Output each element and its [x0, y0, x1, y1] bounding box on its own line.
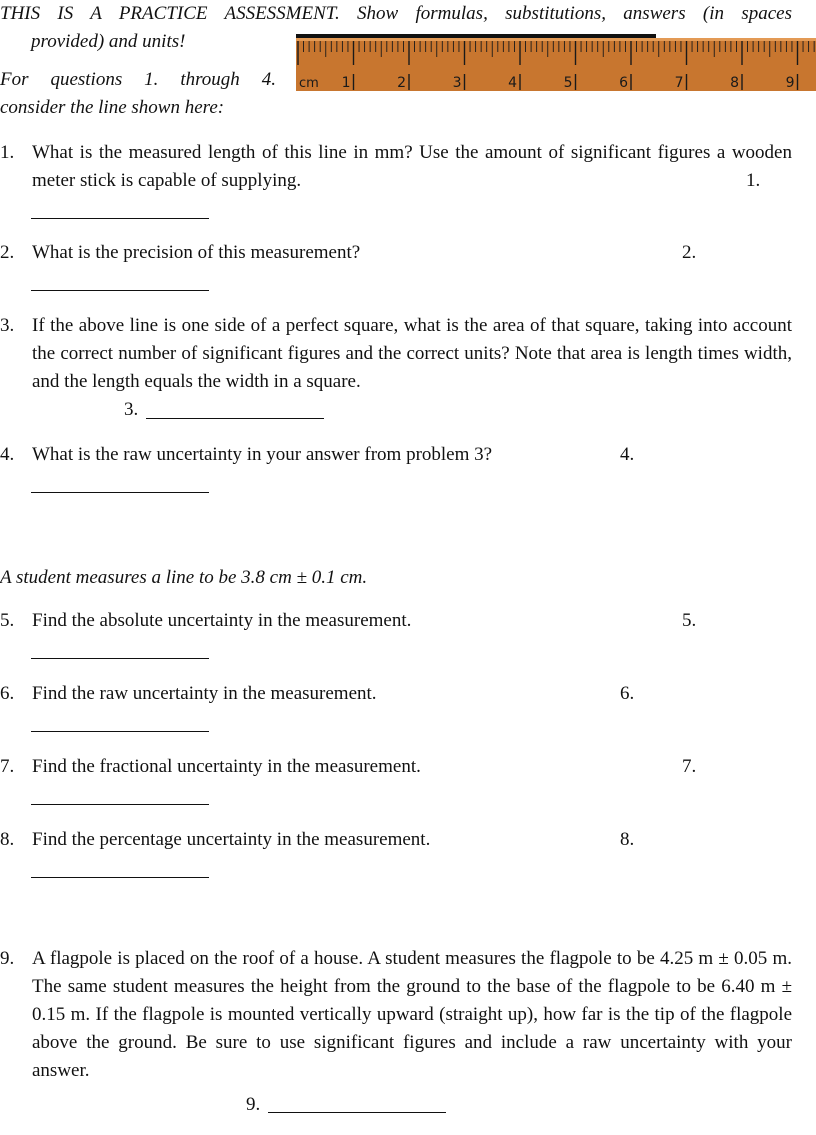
answer-label: 7.	[682, 756, 697, 777]
answer-blank[interactable]	[31, 804, 209, 805]
question-8	[0, 826, 792, 854]
question-number: 7.	[0, 756, 15, 777]
question-number: 5.	[0, 610, 15, 631]
problem-statement: A student measures a line to be 3.8 cm ± 0.1 cm.	[0, 567, 368, 588]
question-1	[0, 139, 792, 195]
ruler-label-3: 3	[452, 75, 462, 91]
question-7	[0, 753, 792, 781]
header-instructions: THIS IS A PRACTICE ASSESSMENT. Show formulas, substitutions, answers (in spaces	[0, 3, 792, 24]
ruler-label-8: 8	[730, 75, 739, 91]
answer-label: 3.	[124, 399, 139, 420]
intro-text: For questions 1. through 4.	[0, 69, 276, 90]
answer-label: 2.	[682, 242, 697, 263]
ruler-image	[296, 38, 816, 91]
header-instructions-cont: provided) and units!	[31, 31, 186, 52]
answer-blank[interactable]	[31, 218, 209, 219]
ruler-label-1: 1	[341, 75, 351, 91]
answer-label: 5.	[682, 610, 697, 631]
answer-label: 9.	[246, 1094, 261, 1115]
answer-label: 4.	[620, 444, 635, 465]
answer-blank[interactable]	[146, 418, 324, 419]
question-2	[0, 239, 792, 267]
answer-label: 8.	[620, 829, 635, 850]
answer-blank[interactable]	[31, 877, 209, 878]
answer-label: 1.	[746, 170, 761, 191]
question-number: 6.	[0, 683, 15, 704]
question-5	[0, 607, 792, 635]
ruler-unit-label: cm	[299, 76, 319, 91]
question-9	[0, 945, 792, 1085]
question-number: 8.	[0, 829, 15, 850]
answer-blank[interactable]	[31, 290, 209, 291]
ruler-label-5: 5	[563, 75, 573, 91]
question-number: 9.	[0, 948, 15, 969]
question-text: What is the raw uncertainty in your answer from problem 3?	[32, 444, 493, 465]
intro-text-cont: consider the line shown here:	[0, 97, 225, 118]
question-text: Find the percentage uncertainty in the measurement.	[32, 829, 431, 850]
question-text: What is the precision of this measurement?	[32, 242, 361, 263]
answer-label: 6.	[620, 683, 635, 704]
question-6	[0, 680, 792, 708]
ruler-label-6: 6	[619, 75, 628, 91]
answer-blank[interactable]	[31, 658, 209, 659]
ruler-label-4: 4	[508, 75, 517, 91]
answer-blank[interactable]	[31, 492, 209, 493]
question-number: 1.	[0, 142, 15, 163]
question-3	[0, 312, 792, 396]
question-text: A flagpole is placed on the roof of a house. A student measures the flagpole to be 4.25 m ± 0.05 m. The same student measures the height from the ground to the base of the flagpole to be 6.40 m ± 0.15 m. If the flagpole is mounted vertically upward (straight up), how far is the tip of the flagpole above the ground. Be sure to use significant figures and include a raw uncertainty with your answer.	[32, 948, 792, 1081]
question-text: Find the absolute uncertainty in the measurement.	[32, 610, 412, 631]
ruler-label-2: 2	[397, 75, 406, 91]
answer-blank[interactable]	[268, 1112, 446, 1113]
question-number: 2.	[0, 242, 15, 263]
question-4	[0, 441, 792, 469]
question-text: Find the fractional uncertainty in the measurement.	[32, 756, 421, 777]
question-number: 4.	[0, 444, 15, 465]
ruler-label-9: 9	[785, 75, 795, 91]
question-number: 3.	[0, 315, 15, 336]
answer-blank[interactable]	[31, 731, 209, 732]
ruler-label-7: 7	[674, 75, 684, 91]
question-text: If the above line is one side of a perfect square, what is the area of that square, taking into account the correct number of significant figures and the correct units? Note that area is length times width, and the length equals the width in a square.	[32, 315, 792, 392]
question-text: What is the measured length of this line in mm? Use the amount of significant figures a wooden meter stick is capable of supplying.	[32, 142, 792, 191]
question-text: Find the raw uncertainty in the measurement.	[32, 683, 377, 704]
